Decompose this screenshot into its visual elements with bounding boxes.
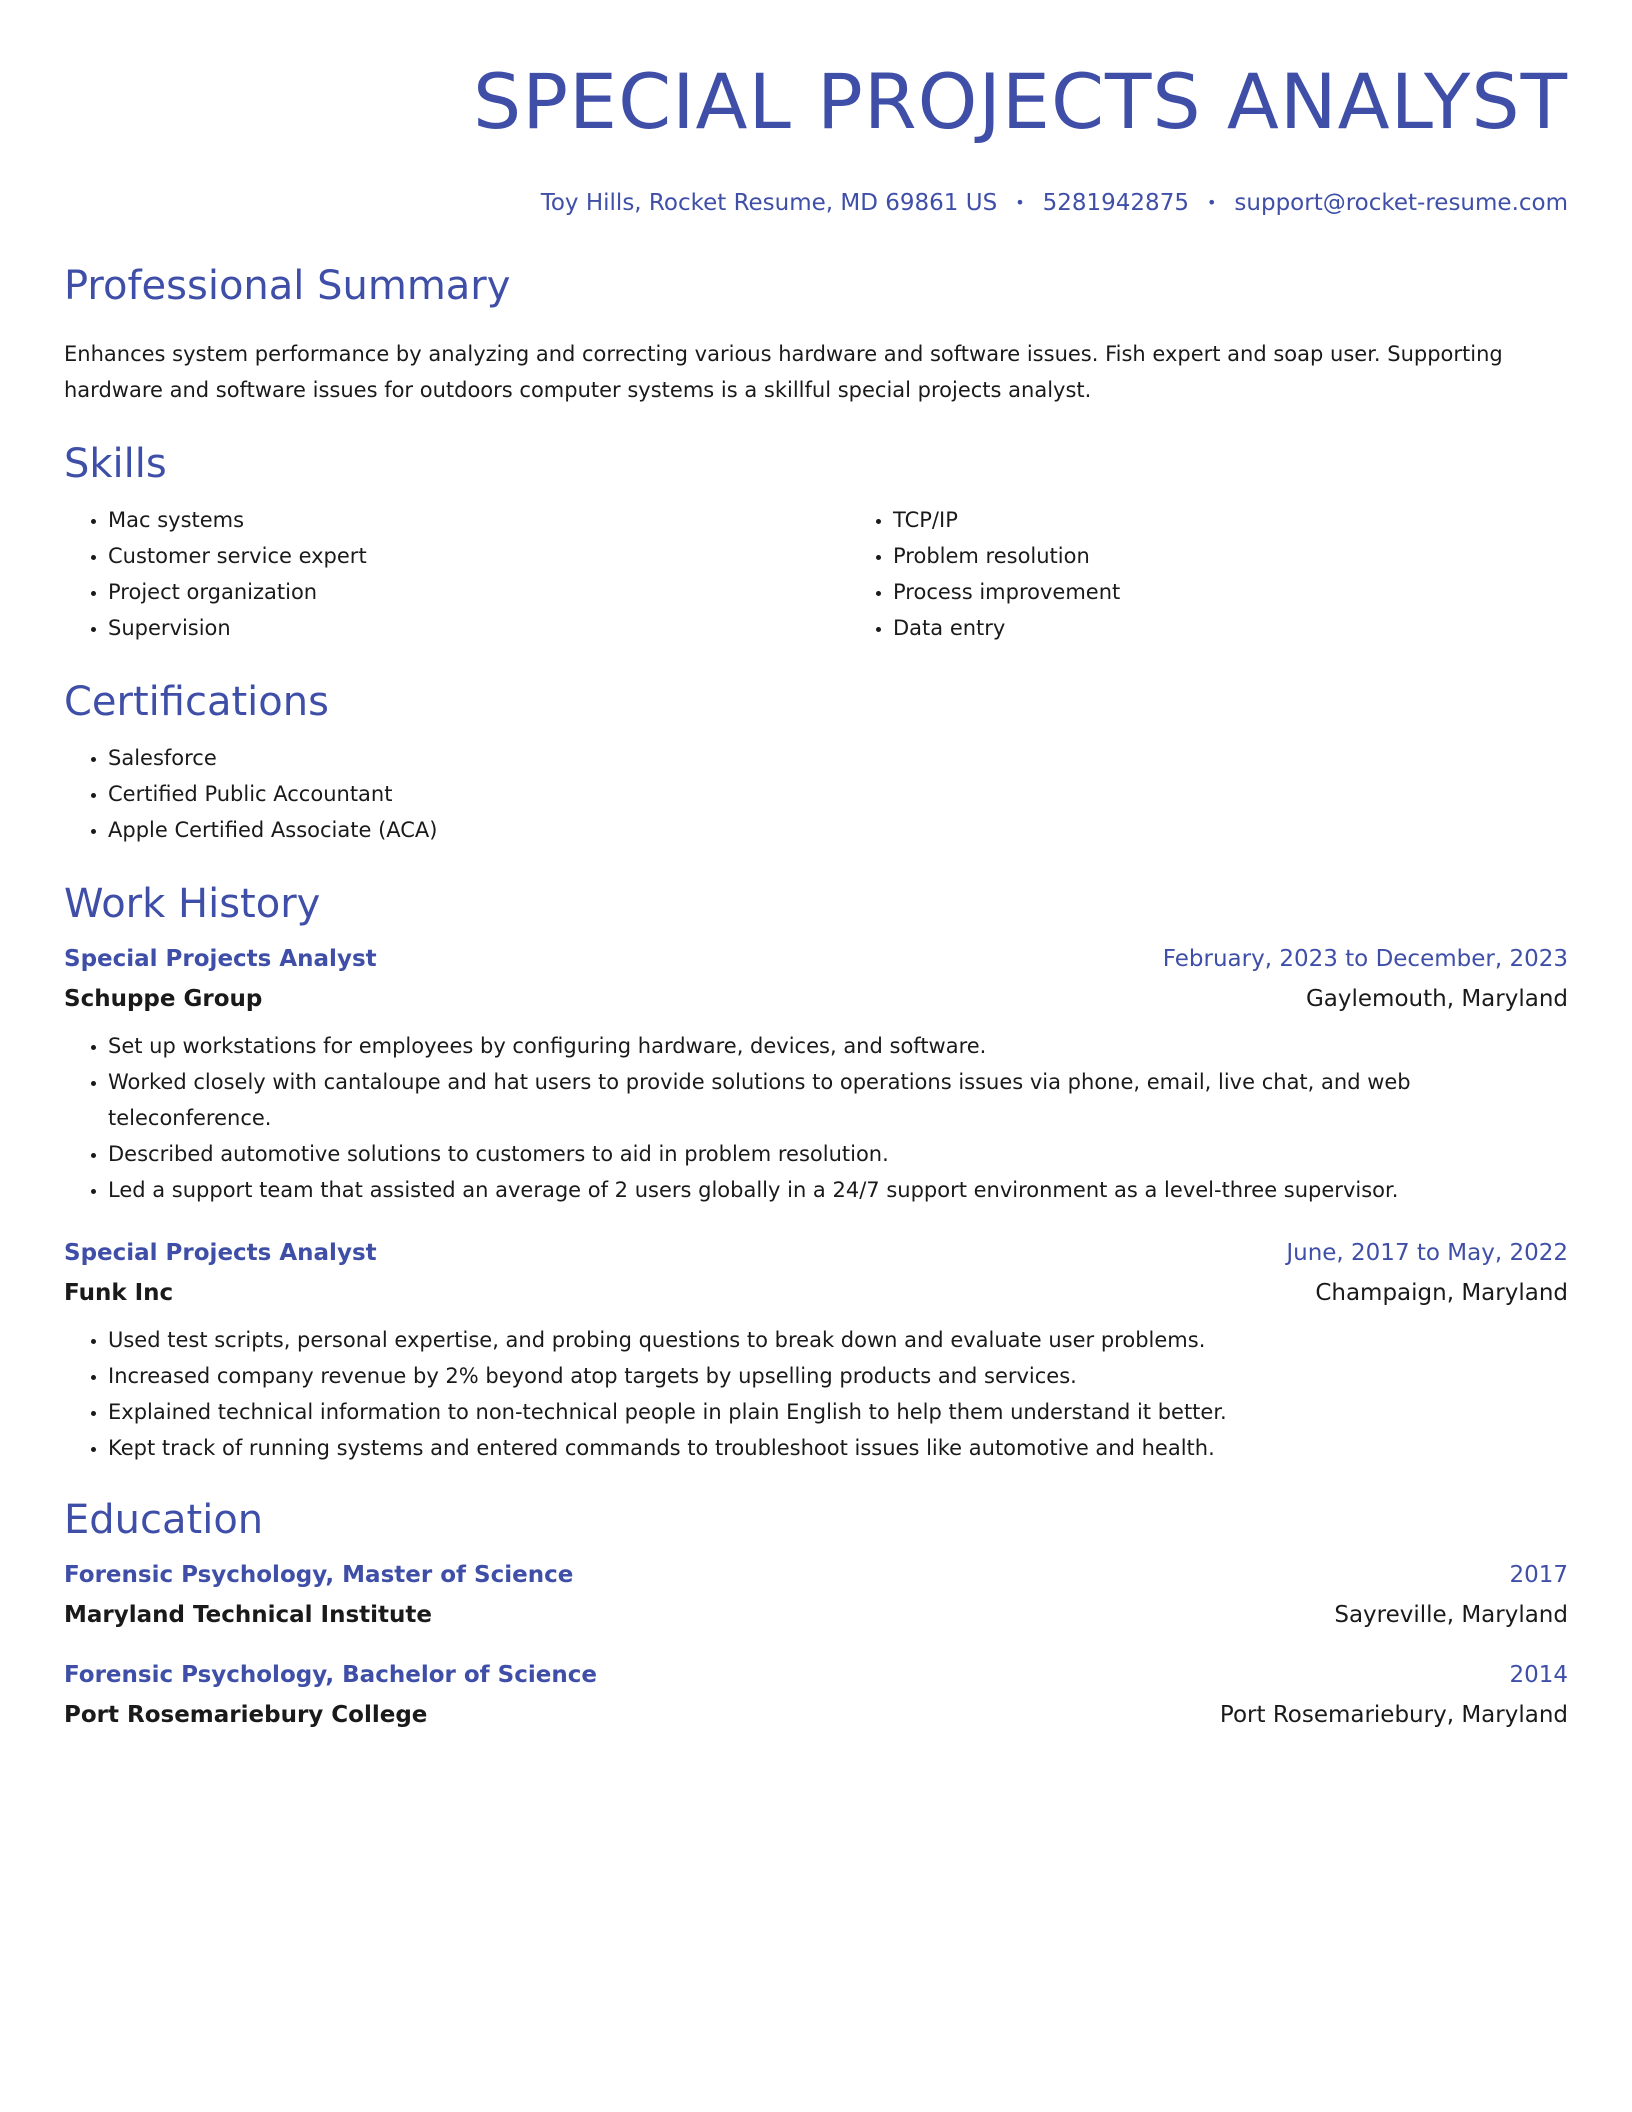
job-subheader — [64, 1278, 1568, 1308]
job-bullets — [64, 1322, 1568, 1466]
separator-dot: • — [1206, 193, 1217, 212]
contact-line — [64, 190, 1568, 216]
education-school: Maryland Technical Institute — [64, 1602, 432, 1628]
job-subheader — [64, 984, 1568, 1014]
job-bullet: • Used test scripts, personal expertise, and probing questions to break down and evaluate user problems. — [108, 1322, 1568, 1358]
job-bullet: • Kept track of running systems and entered commands to troubleshoot issues like automotive and health. — [108, 1430, 1568, 1466]
education-entry — [64, 1560, 1568, 1630]
certifications-list — [64, 740, 1568, 848]
skills-column-right — [849, 502, 1120, 646]
job-bullets — [64, 1028, 1568, 1208]
skills-heading: Skills — [64, 441, 167, 487]
job-role: Special Projects Analyst — [64, 1240, 377, 1266]
certification-item: • Certified Public Accountant — [108, 776, 1568, 812]
education-location: Sayreville, Maryland — [1334, 1602, 1568, 1628]
education-degree: Forensic Psychology, Bachelor of Science — [64, 1662, 597, 1688]
job-dates: February, 2023 to December, 2023 — [1162, 946, 1568, 972]
work-history-heading: Work History — [64, 881, 321, 927]
job-company: Funk Inc — [64, 1280, 174, 1306]
skill-item: • Problem resolution — [893, 538, 1120, 574]
education-entry — [64, 1660, 1568, 1730]
job-bullet: • Led a support team that assisted an average of 2 users globally in a 24/7 support environment as a level-three supervisor. — [108, 1172, 1568, 1208]
job-entry — [64, 944, 1568, 1208]
job-header — [64, 1238, 1568, 1268]
skill-item: • TCP/IP — [893, 502, 1120, 538]
education-school: Port Rosemariebury College — [64, 1702, 428, 1728]
education-degree: Forensic Psychology, Master of Science — [64, 1562, 574, 1588]
skill-item: • Project organization — [108, 574, 849, 610]
skill-item: • Mac systems — [108, 502, 849, 538]
certifications-heading: Certifications — [64, 679, 329, 725]
job-bullet: • Explained technical information to non-technical people in plain English to help them understand it better. — [108, 1394, 1568, 1430]
contact-address: Toy Hills, Rocket Resume, MD 69861 US — [540, 190, 998, 216]
job-location: Gaylemouth, Maryland — [1305, 986, 1568, 1012]
education-year: 2014 — [1509, 1662, 1568, 1688]
job-location: Champaign, Maryland — [1315, 1280, 1568, 1306]
job-dates: June, 2017 to May, 2022 — [1286, 1240, 1568, 1266]
job-bullet: • Described automotive solutions to customers to aid in problem resolution. — [108, 1136, 1568, 1172]
contact-email: support@rocket-resume.com — [1234, 190, 1568, 216]
education-header — [64, 1560, 1568, 1590]
summary-heading: Professional Summary — [64, 263, 511, 309]
skill-item: • Process improvement — [893, 574, 1120, 610]
job-bullet: • Set up workstations for employees by configuring hardware, devices, and software. — [108, 1028, 1568, 1064]
contact-phone: 5281942875 — [1042, 190, 1189, 216]
skill-item: • Data entry — [893, 610, 1120, 646]
job-entry — [64, 1238, 1568, 1466]
education-location: Port Rosemariebury, Maryland — [1219, 1702, 1568, 1728]
skill-item: • Customer service expert — [108, 538, 849, 574]
education-heading: Education — [64, 1497, 264, 1543]
education-year: 2017 — [1509, 1562, 1568, 1588]
skill-item: • Supervision — [108, 610, 849, 646]
education-subheader — [64, 1600, 1568, 1630]
certification-item: • Apple Certified Associate (ACA) — [108, 812, 1568, 848]
resume-title: SPECIAL PROJECTS ANALYST — [472, 57, 1568, 146]
certification-item: • Salesforce — [108, 740, 1568, 776]
job-bullet: • Increased company revenue by 2% beyond atop targets by upselling products and services. — [108, 1358, 1568, 1394]
education-header — [64, 1660, 1568, 1690]
separator-dot: • — [1015, 193, 1025, 212]
job-header — [64, 944, 1568, 974]
job-role: Special Projects Analyst — [64, 946, 377, 972]
job-bullet: • Worked closely with cantaloupe and hat users to provide solutions to operations issues via phone, email, live chat, and web teleconference. — [108, 1064, 1568, 1136]
summary-text: Enhances system performance by analyzing and correcting various hardware and software issues. Fish expert and soap user. Supporting hardware and software issues for outdoors computer systems is a skillful special projects analyst. — [64, 342, 1503, 402]
skills-column-left — [64, 502, 849, 646]
skills-list — [64, 502, 1568, 646]
job-company: Schuppe Group — [64, 986, 263, 1012]
education-subheader — [64, 1700, 1568, 1730]
